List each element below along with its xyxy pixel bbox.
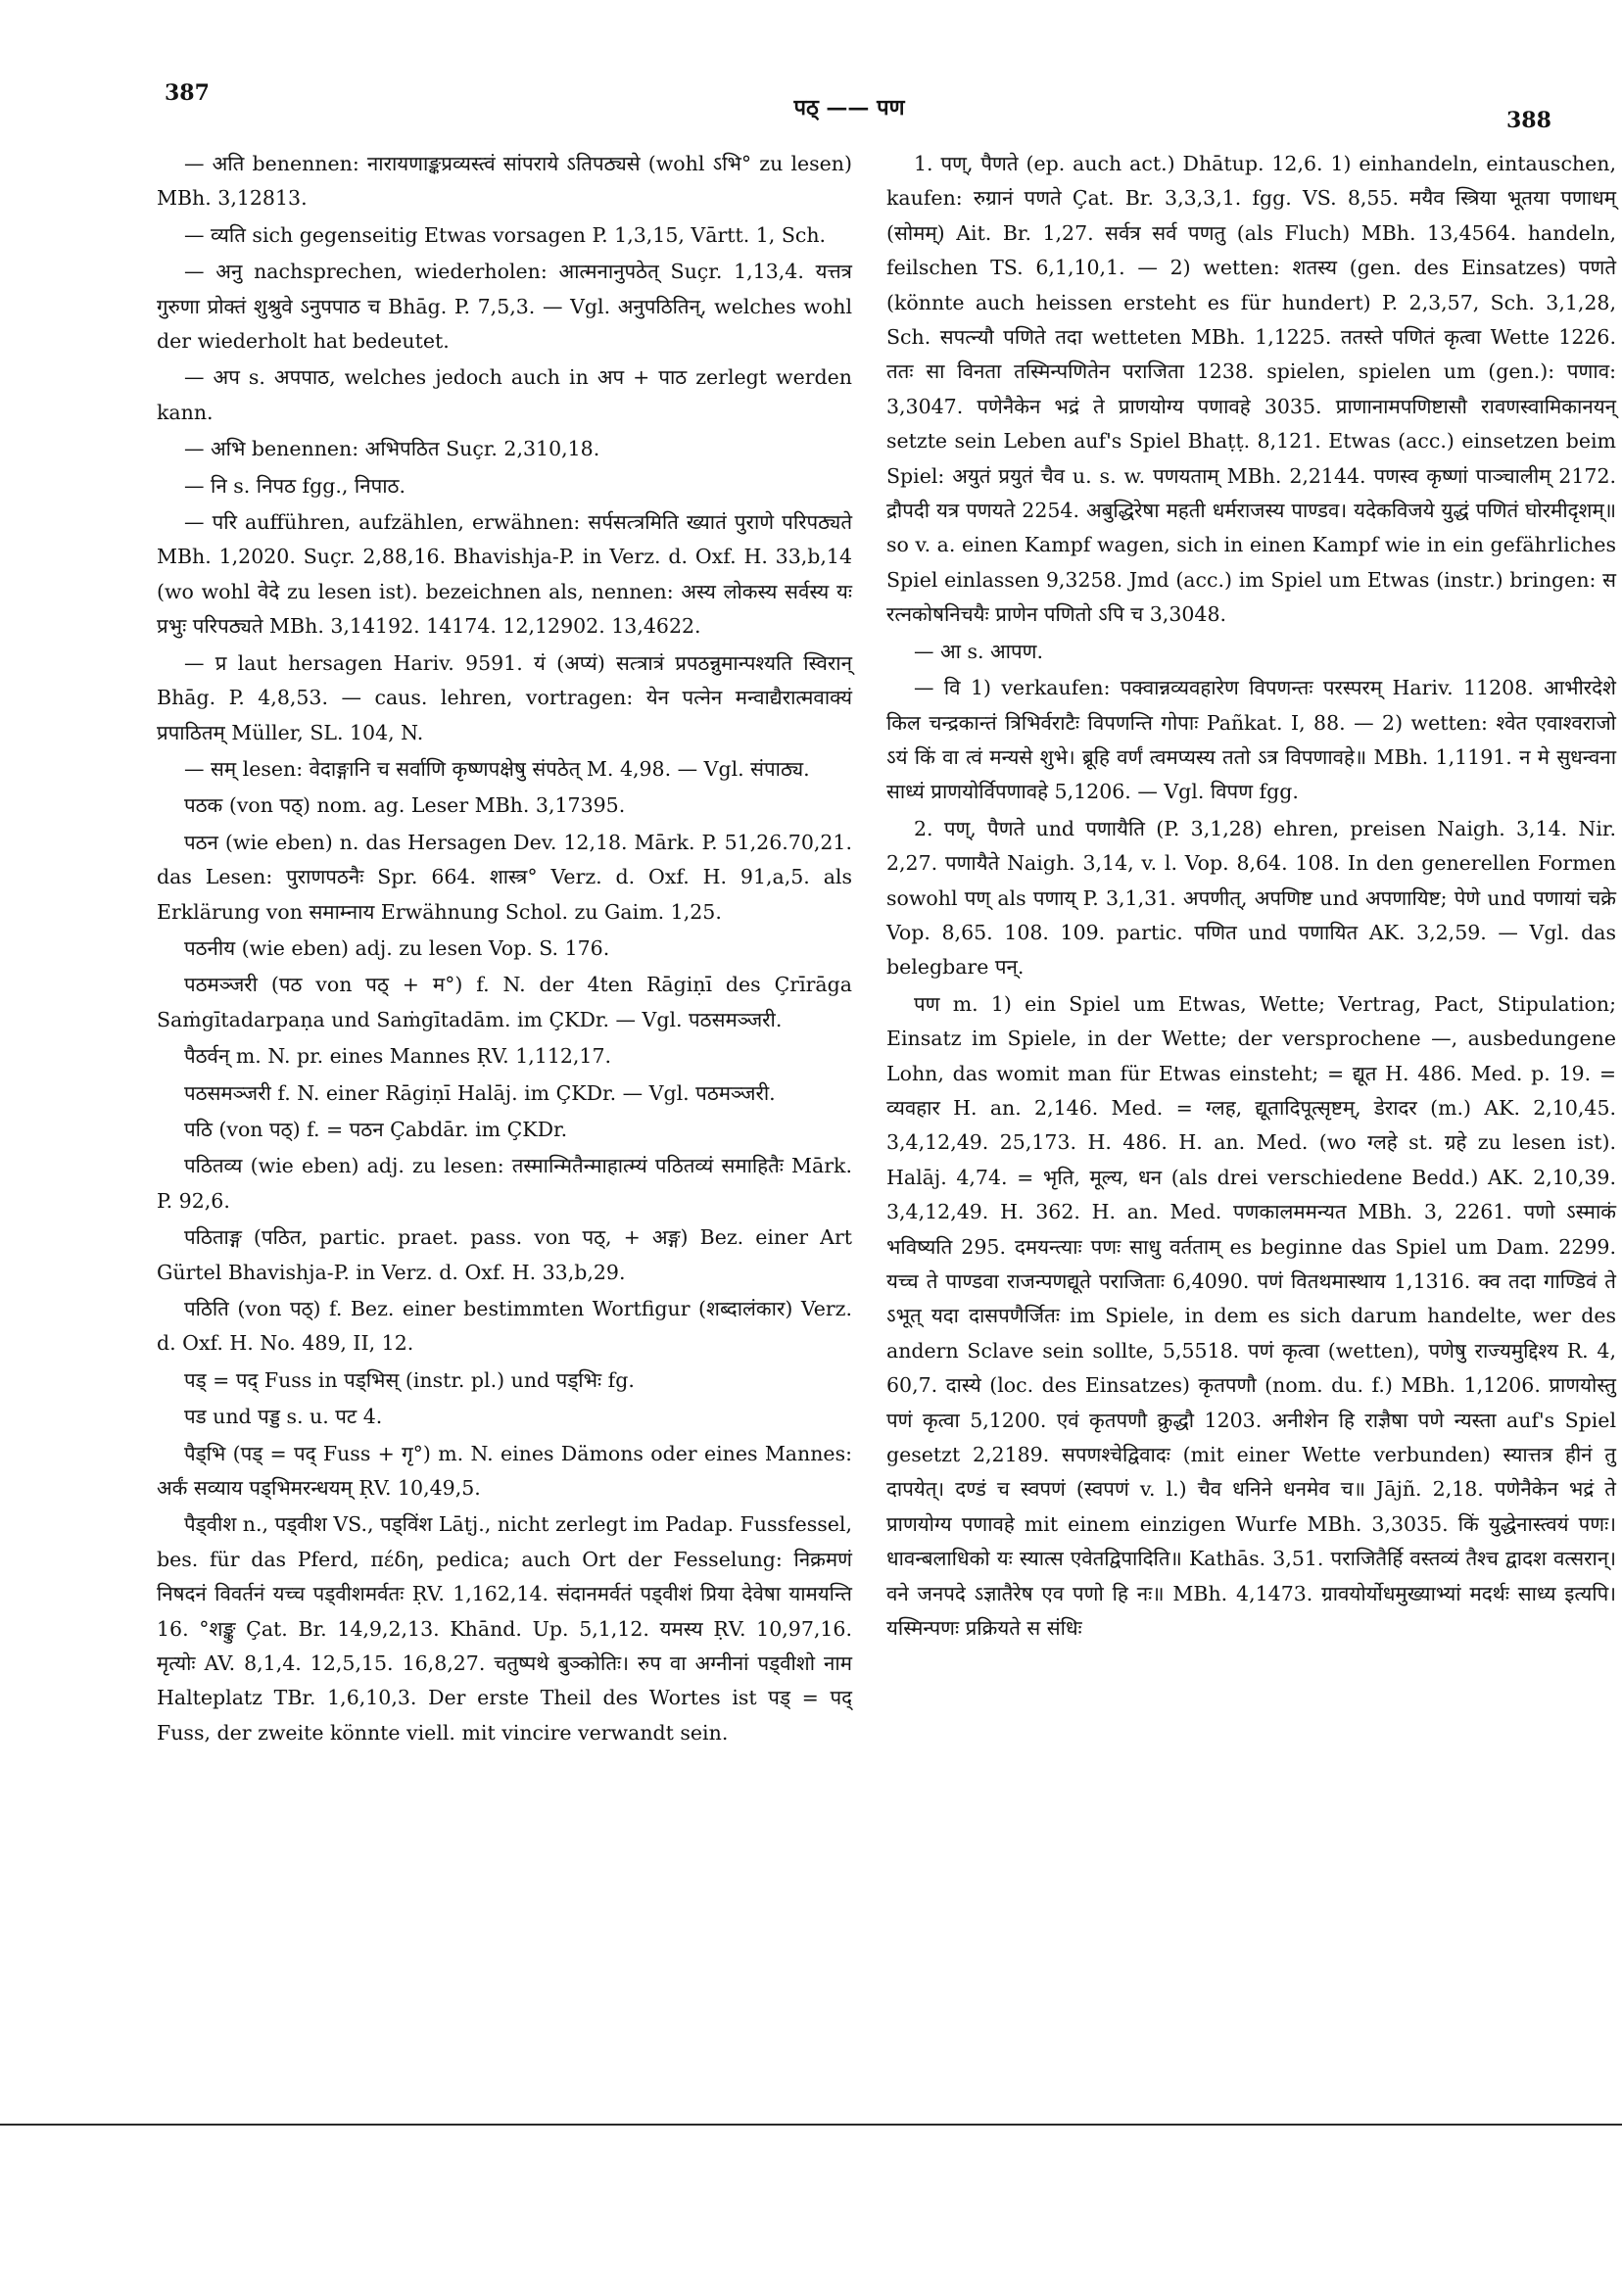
entry-text: — प्र laut hersagen Hariv. 9591. यं (अप्यं) सत्त्रात्रं प्रपठन्नुमान्पश्यति स्विरान् Bhāg. P. 4,8,53. — caus. lehren, vortragen: येन पत्नेन मन्वाद्यैरात्मवाक्यं प्रपाठितम् Müller, SL. 104, N.: [157, 650, 852, 744]
dictionary-entry: [886, 671, 1616, 810]
dictionary-entry: [157, 752, 852, 787]
dictionary-entry: [157, 1507, 852, 1750]
dictionary-entry: [157, 1292, 852, 1362]
dictionary-entry: [157, 1363, 852, 1398]
left-column: [157, 147, 852, 1752]
dictionary-entry: [886, 987, 1616, 1647]
dictionary-entry: [157, 505, 852, 645]
dictionary-entry: [886, 812, 1616, 985]
dictionary-entry: [886, 147, 1616, 633]
dictionary-entry: [157, 789, 852, 823]
entry-text: पैड्भि (पड् = पद् Fuss + गृ°) m. N. eines Dämons oder eines Mannes: अर्कं सव्याय पड्भिमरन्धयम् ṚV. 10,49,5.: [157, 1441, 852, 1501]
entry-text: 1. पण्, पैणते (ep. auch act.) Dhātup. 12,6. 1) einhandeln, eintauschen, kaufen: रुग्रानं पणते Çat. Br. 3,3,3,1. fgg. VS. 8,55. मयैव स्त्रिया भूतया पणाधम् (सोमम्) Ait. Br. 1,27. सर्वत्र सर्व पणतु (als Fluch) MBh. 13,4564. handeln, feilschen TS. 6,1,10,1. — 2) wetten: शतस्य (gen. des Einsatzes) पणते (könnte auch heissen ersteht es für hundert) P. 2,3,57, Sch. 3,1,28, Sch. सपत्न्यौ पणिते तदा wetteten MBh. 1,1225. ततस्ते पणितं कृत्वा Wette 1226. ततः सा विनता तस्मिन्पणितेन पराजिता 1238. spielen, spielen um (gen.): पणाव: 3,3047. पणेनैकेन भद्रं ते प्राणयोग्य पणावहे 3035. प्राणानामपणिष्टासौ रावणस्वामिकानयन् setzte sein Leben auf's Spiel Bhaṭṭ. 8,121. Etwas (acc.) einsetzen beim Spiel: अयुतं प्रयुतं चैव u. s. w. पणयताम् MBh. 2,2144. पणस्व कृष्णां पाञ्चालीम् 2172. द्रौपदी यत्र पणयते 2254. अबुद्धिरेषा महती धर्मराजस्य पाण्डव। यदेकविजये युद्धं पणितं घोरमीदृशम्॥ so v. a. einen Kampf wagen, sich in einen Kampf wie in ein gefährliches Spiel einlassen 9,3258. Jmd (acc.) im Spiel um Etwas (instr.) bringen: स रत्नकोषनिचयैः प्राणेन पणितो ऽपि च 3,3048.: [886, 152, 1616, 627]
page-number-right: 388: [1506, 108, 1551, 133]
entry-text: पठनीय (wie eben) adj. zu lesen Vop. S. 176.: [184, 935, 610, 960]
dictionary-entry: [157, 218, 852, 253]
dictionary-entry: [157, 932, 852, 966]
entry-text: — सम् lesen: वेदाङ्गानि च सर्वाणि कृष्णपक्षेषु संपठेत् M. 4,98. — Vgl. संपाठ्य.: [184, 756, 810, 781]
dictionary-entry: [157, 432, 852, 466]
entry-text: पठन (wie eben) n. das Hersagen Dev. 12,18. Mārk. P. 51,26.70,21. das Lesen: पुराणपठनैः Spr. 664. शास्त्र° Verz. d. Oxf. H. 91,a,5. als Erklärung von समाम्नाय Erwähnung Schol. zu Gaim. 1,25.: [157, 830, 852, 924]
page-number-left: 387: [165, 80, 210, 106]
entry-text: — अभि benennen: अभिपठित Suçr. 2,310,18.: [184, 437, 600, 461]
dictionary-entry: [157, 147, 852, 216]
entry-text: पठक (von पठ्) nom. ag. Leser MBh. 3,17395.: [184, 793, 626, 818]
entry-text: पठसमञ्जरी f. N. einer Rāgiṇī Halāj. im ÇKDr. — Vgl. पठमञ्जरी.: [184, 1080, 776, 1105]
dictionary-entry: [157, 826, 852, 930]
dictionary-entry: [157, 1400, 852, 1434]
entry-text: पठिति (von पठ्) f. Bez. einer bestimmten Wortfigur (शब्दालंकार) Verz. d. Oxf. H. No. 489, II, 12.: [157, 1297, 852, 1356]
entry-text: — अप s. अपपाठ, welches jedoch auch in अप + पाठ zerlegt werden kann.: [157, 365, 852, 424]
entry-text: 2. पण्, पैणते und पणायैति (P. 3,1,28) ehren, preisen Naigh. 3,14. Nir. 2,27. पणायैते Naigh. 3,14, v. l. Vop. 8,64. 108. In den generellen Formen sowohl पण् als पणाय् P. 3,1,31. अपणीत्, अपणिष्ट und अपणायिष्ट; पेणे und पणायां चक्रे Vop. 8,65. 108. 109. partic. पणित und पणायित AK. 3,2,59. — Vgl. das belegbare पन्.: [886, 816, 1616, 980]
running-head: पठ् —— पण: [793, 95, 905, 120]
dictionary-entry: [157, 646, 852, 750]
dictionary-entry: [157, 469, 852, 503]
dictionary-entry: [157, 1220, 852, 1290]
right-column: [886, 147, 1616, 1648]
entry-text: — परि aufführen, aufzählen, erwähnen: सर्पसत्त्रमिति ख्यातं पुराणे परिपठ्यते MBh. 1,2020. Suçr. 2,88,16. Bhavishja-P. in Verz. d. Oxf. H. 33,b,14 (wo wohl वेदे zu lesen ist). bezeichnen als, nennen: अस्य लोकस्य सर्वस्य यः प्रभुः परिपठ्यते MBh. 3,14192. 14174. 12,12902. 13,4622.: [157, 510, 852, 639]
dictionary-entry: [157, 1076, 852, 1111]
entry-text: पड् = पद् Fuss in पड्भिस् (instr. pl.) und पड्भिः fg.: [184, 1367, 635, 1392]
entry-text: — अति benennen: नारायणाङ्कप्रव्यस्त्वं सांपराये ऽतिपठ्यसे (wohl ऽभि° zu lesen) MBh. 3,12813.: [157, 152, 852, 211]
dictionary-entry: [157, 1039, 852, 1074]
entry-text: पड und पड्ड s. u. पट 4.: [184, 1405, 383, 1429]
entry-text: पैड्वीश n., पड्वीश VS., पड्विंश Lāṭj., nicht zerlegt im Padap. Fussfessel, bes. für das Pferd, πέδη, pedica; auch Ort der Fesselung: निक्रमणं निषदनं विवर्तनं यच्च पड्वीशमर्वतः ṚV. 1,162,14. संदानमर्वतं पड्वीशं प्रिया देवेषा यामयन्ति 16. °शङ्कु Çat. Br. 14,9,2,13. Khānd. Up. 5,1,12. यमस्य ṚV. 10,97,16. मृत्योः AV. 8,1,4. 12,5,15. 16,8,27. चतुष्पथे बुञ्कोतिः। रुप वा अग्नीनां पड्वीशो नाम Halteplatz TBr. 1,6,10,3. Der erste Theil des Wortes ist पड् = पद् Fuss, der zweite könnte viell. mit vincire verwandt sein.: [157, 1512, 852, 1745]
entry-text: पठमञ्जरी (पठ von पठ् + म°) f. N. der 4ten Rāgiṇī des Çrīrāga Saṁgītadarpaṇa und Saṁgītadām. im ÇKDr. — Vgl. पठसमञ्जरी.: [157, 973, 852, 1031]
dictionary-entry: [157, 1149, 852, 1219]
entry-text: — नि s. निपठ fgg., निपाठ.: [184, 473, 406, 498]
entry-text: पैठर्वन् m. N. pr. eines Mannes ṚV. 1,112,17.: [184, 1044, 612, 1069]
dictionary-entry: [886, 635, 1616, 669]
dictionary-entry: [157, 255, 852, 359]
entry-text: — अनु nachsprechen, wiederholen: आत्मनानुपठेत् Suçr. 1,13,4. यत्तत्र गुरुणा प्रोक्तं शुश्रुवे ऽनुपपाठ च Bhāg. P. 7,5,3. — Vgl. अनुपठितिन्, welches wohl der wiederholt hat bedeutet.: [157, 260, 852, 354]
dictionary-entry: [157, 1113, 852, 1147]
dictionary-entry: [157, 968, 852, 1037]
dictionary-entry: [157, 1437, 852, 1507]
dictionary-entry: [157, 360, 852, 430]
entry-text: पठितव्य (wie eben) adj. zu lesen: तस्मान्मितैन्माहात्म्यं पठितव्यं समाहितैः Mārk. P. 92,6.: [157, 1154, 852, 1213]
bottom-rule: [0, 2124, 1622, 2126]
entry-text: पण m. 1) ein Spiel um Etwas, Wette; Vertrag, Pact, Stipulation; Einsatz im Spiele, in der Wette; der versprochene —, ausbedungene Lohn, das womit man für Etwas einsteht; = द्यूत H. 486. Med. p. 19. = व्यवहार H. an. 2,146. Med. = ग्लह, द्यूतादिपूत्सृष्टम्, डेरादर (m.) AK. 2,10,45. 3,4,12,49. 25,173. H. 486. H. an. Med. (wo ग्लहे st. ग्रहे zu lesen ist). Halāj. 4,74. = भृति, मूल्य, धन (als drei verschiedene Bedd.) AK. 2,10,39. 3,4,12,49. H. 362. H. an. Med. पणकालममन्यत MBh. 3, 2261. पणो ऽस्माकं भविष्यति 295. दमयन्त्याः पणः साधु वर्तताम् es beginne das Spiel um Dam. 2299. यच्च ते पाण्डवा राजन्पणद्यूते पराजिताः 6,4090. पणं वितथमास्थाय 1,1316. क्व तदा गाण्डिवं ते ऽभूत् यदा दासपणैर्जितः im Spiele, in dem es sich darum handelte, wer des andern Sclave sein sollte, 5,5518. पणं कृत्वा (wetten), पणेषु राज्यमुद्दिश्य R. 4, 60,7. दास्ये (loc. des Einsatzes) कृतपणौ (nom. du. f.) MBh. 1,1206. प्राणयोस्तु पणं कृत्वा 5,1200. एवं कृतपणौ क्रुद्धौ 1203. अनीशेन हि राज्ञैषा पणे न्यस्ता auf's Spiel gesetzt 2,2189. सपणश्चेद्विवादः (mit einer Wette verbunden) स्यात्तत्र हीनं तु दापयेत्। दण्डं च स्वपणं (स्वपणं v. l.) चैव धनिने धनमेव च॥ Jājñ. 2,18. पणेनैकेन भद्रं ते प्राणयोग्य पणावहे mit einem einzigen Wurfe MBh. 3,3035. किं युद्धेनास्त्वयं पणः। धावन्बलाधिको यः स्यात्स एवेतद्विपादिति॥ Kathās. 3,51. पराजितैर्हि वस्तव्यं तैश्च द्वादश वत्सरान्। वने जनपदे ऽज्ञातैरेष एव पणो हि नः॥ MBh. 4,1473. ग्रावयोर्योधमुख्याभ्यां मदर्थः साध्य इत्यपि। यस्मिन्पणः प्रक्रियते स संधिः: [886, 991, 1616, 1641]
entry-text: — आ s. आपण.: [914, 639, 1043, 663]
entry-text: पठि (von पठ्) f. = पठन Çabdār. im ÇKDr.: [184, 1117, 568, 1141]
entry-text: — व्यति sich gegenseitig Etwas vorsagen P. 1,3,15, Vārtt. 1, Sch.: [184, 222, 827, 247]
entry-text: पठिताङ्ग (पठित, partic. praet. pass. von पठ्, + अङ्ग) Bez. einer Art Gürtel Bhavishja-P. in Verz. d. Oxf. H. 33,b,29.: [157, 1225, 852, 1284]
entry-text: — वि 1) verkaufen: पक्वान्नव्यवहारेण विपणन्तः परस्परम् Hariv. 11208. आभीरदेशे किल चन्द्रकान्तं त्रिभिर्वराटैः विपणन्ति गोपाः Pañkat. I, 88. — 2) wetten: श्वेत एवाश्वराजो ऽयं किं वा त्वं मन्यसे शुभे। ब्रूहि वर्णं त्वमप्यस्य ततो ऽत्र विपणावहे॥ MBh. 1,1191. न मे सुधन्वना साध्यं प्राणयोर्विपणावहे 5,1206. — Vgl. विपण fgg.: [886, 676, 1616, 804]
